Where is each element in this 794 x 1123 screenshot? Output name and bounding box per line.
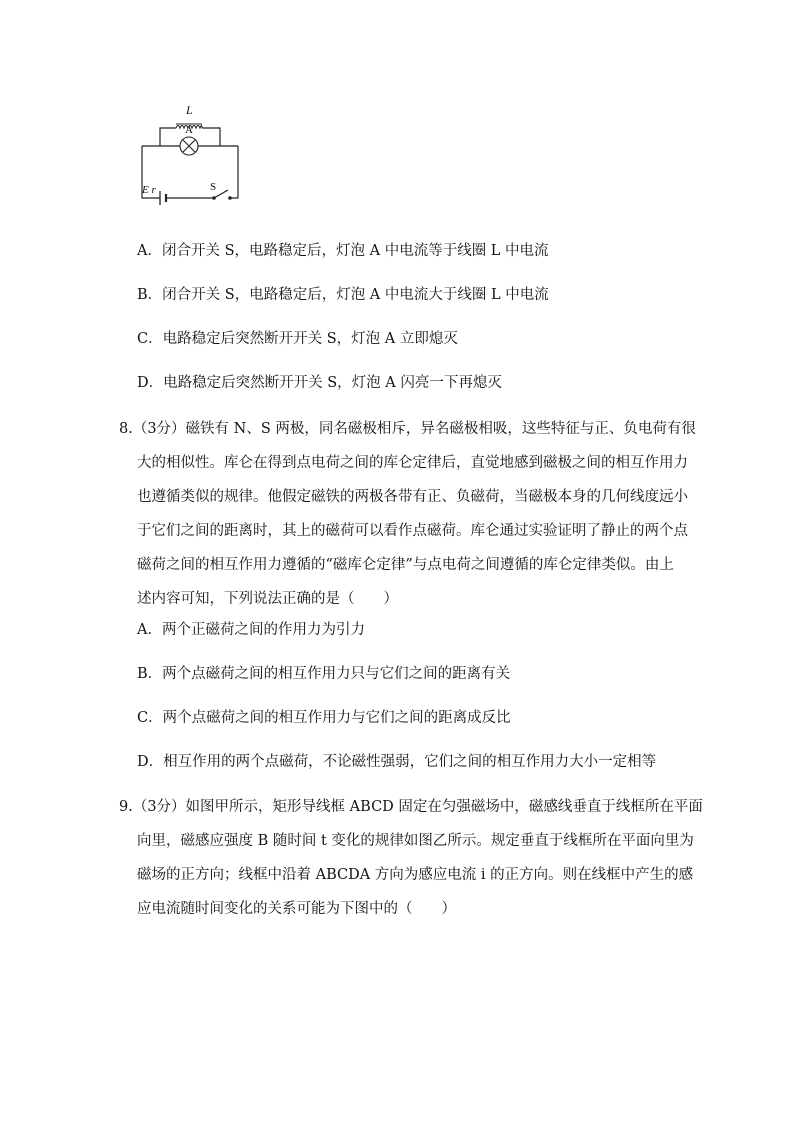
question-9	[119, 797, 703, 933]
q8-line: 于它们之间的距离时，其上的磁荷可以看作点磁荷。库仑通过实验证明了静止的两个点	[137, 523, 688, 539]
lamp-symbol	[180, 137, 198, 155]
q8-line: 8.（3分）磁铁有 N、S 两极，同名磁极相斥，异名磁极相吸，这些特征与正、负电荷有很	[119, 421, 696, 437]
battery-symbol	[160, 191, 166, 205]
q7-option-c: C．电路稳定后突然断开开关 S，灯泡 A 立即熄灭	[137, 331, 458, 347]
q7-option-d: D．电路稳定后突然断开开关 S，灯泡 A 闪亮一下再熄灭	[137, 375, 502, 391]
q9-line: 应电流随时间变化的关系可能为下图中的（ ）	[137, 901, 456, 917]
wire-top-left	[160, 128, 176, 146]
q7-option-a: A．闭合开关 S，电路稳定后，灯泡 A 中电流等于线圈 L 中电流	[137, 243, 549, 259]
q9-line: 9.（3分）如图甲所示，矩形导线框 ABCD 固定在匀强磁场中，磁感线垂直于线框所在平面	[119, 799, 703, 815]
wire-top-right	[202, 128, 220, 146]
q8-line: 也遵循类似的规律。他假定磁铁的两极各带有正、负磁荷，当磁极本身的几何线度远小	[137, 489, 688, 505]
switch-label: S	[210, 181, 217, 193]
q8-option-c: C．两个点磁荷之间的相互作用力与它们之间的距离成反比	[137, 710, 511, 726]
q7-option-b: B．闭合开关 S，电路稳定后，灯泡 A 中电流大于线圈 L 中电流	[137, 287, 549, 303]
q8-line: 述内容可知，下列说法正确的是（ ）	[137, 591, 398, 607]
inductor-label: L	[186, 103, 193, 117]
q8-option-b: B．两个点磁荷之间的相互作用力只与它们之间的距离有关	[137, 666, 511, 682]
q9-line: 磁场的正方向；线框中沿着 ABCDA 方向为感应电流 i 的正方向。则在线框中产生的感	[137, 867, 694, 883]
q9-line: 向里，磁感应强度 B 随时间 t 变化的规律如图乙所示。规定垂直于线框所在平面向里为	[137, 833, 694, 849]
q8-line: 大的相似性。库仑在得到点电荷之间的库仑定律后，直觉地感到磁极之间的相互作用力	[137, 455, 688, 471]
circuit-diagram	[132, 98, 252, 214]
source-label: E r	[142, 184, 156, 196]
lamp-label: A	[185, 124, 193, 136]
q8-line: 磁荷之间的相互作用力遵循的“磁库仑定律”与点电荷之间遵循的库仑定律类似。由上	[137, 557, 674, 573]
q8-option-d: D．相互作用的两个点磁荷，不论磁性强弱，它们之间的相互作用力大小一定相等	[137, 754, 657, 770]
q8-option-a: A．两个正磁荷之间的作用力为引力	[137, 622, 365, 638]
question-8	[119, 419, 696, 623]
wire-right-down	[230, 146, 238, 198]
